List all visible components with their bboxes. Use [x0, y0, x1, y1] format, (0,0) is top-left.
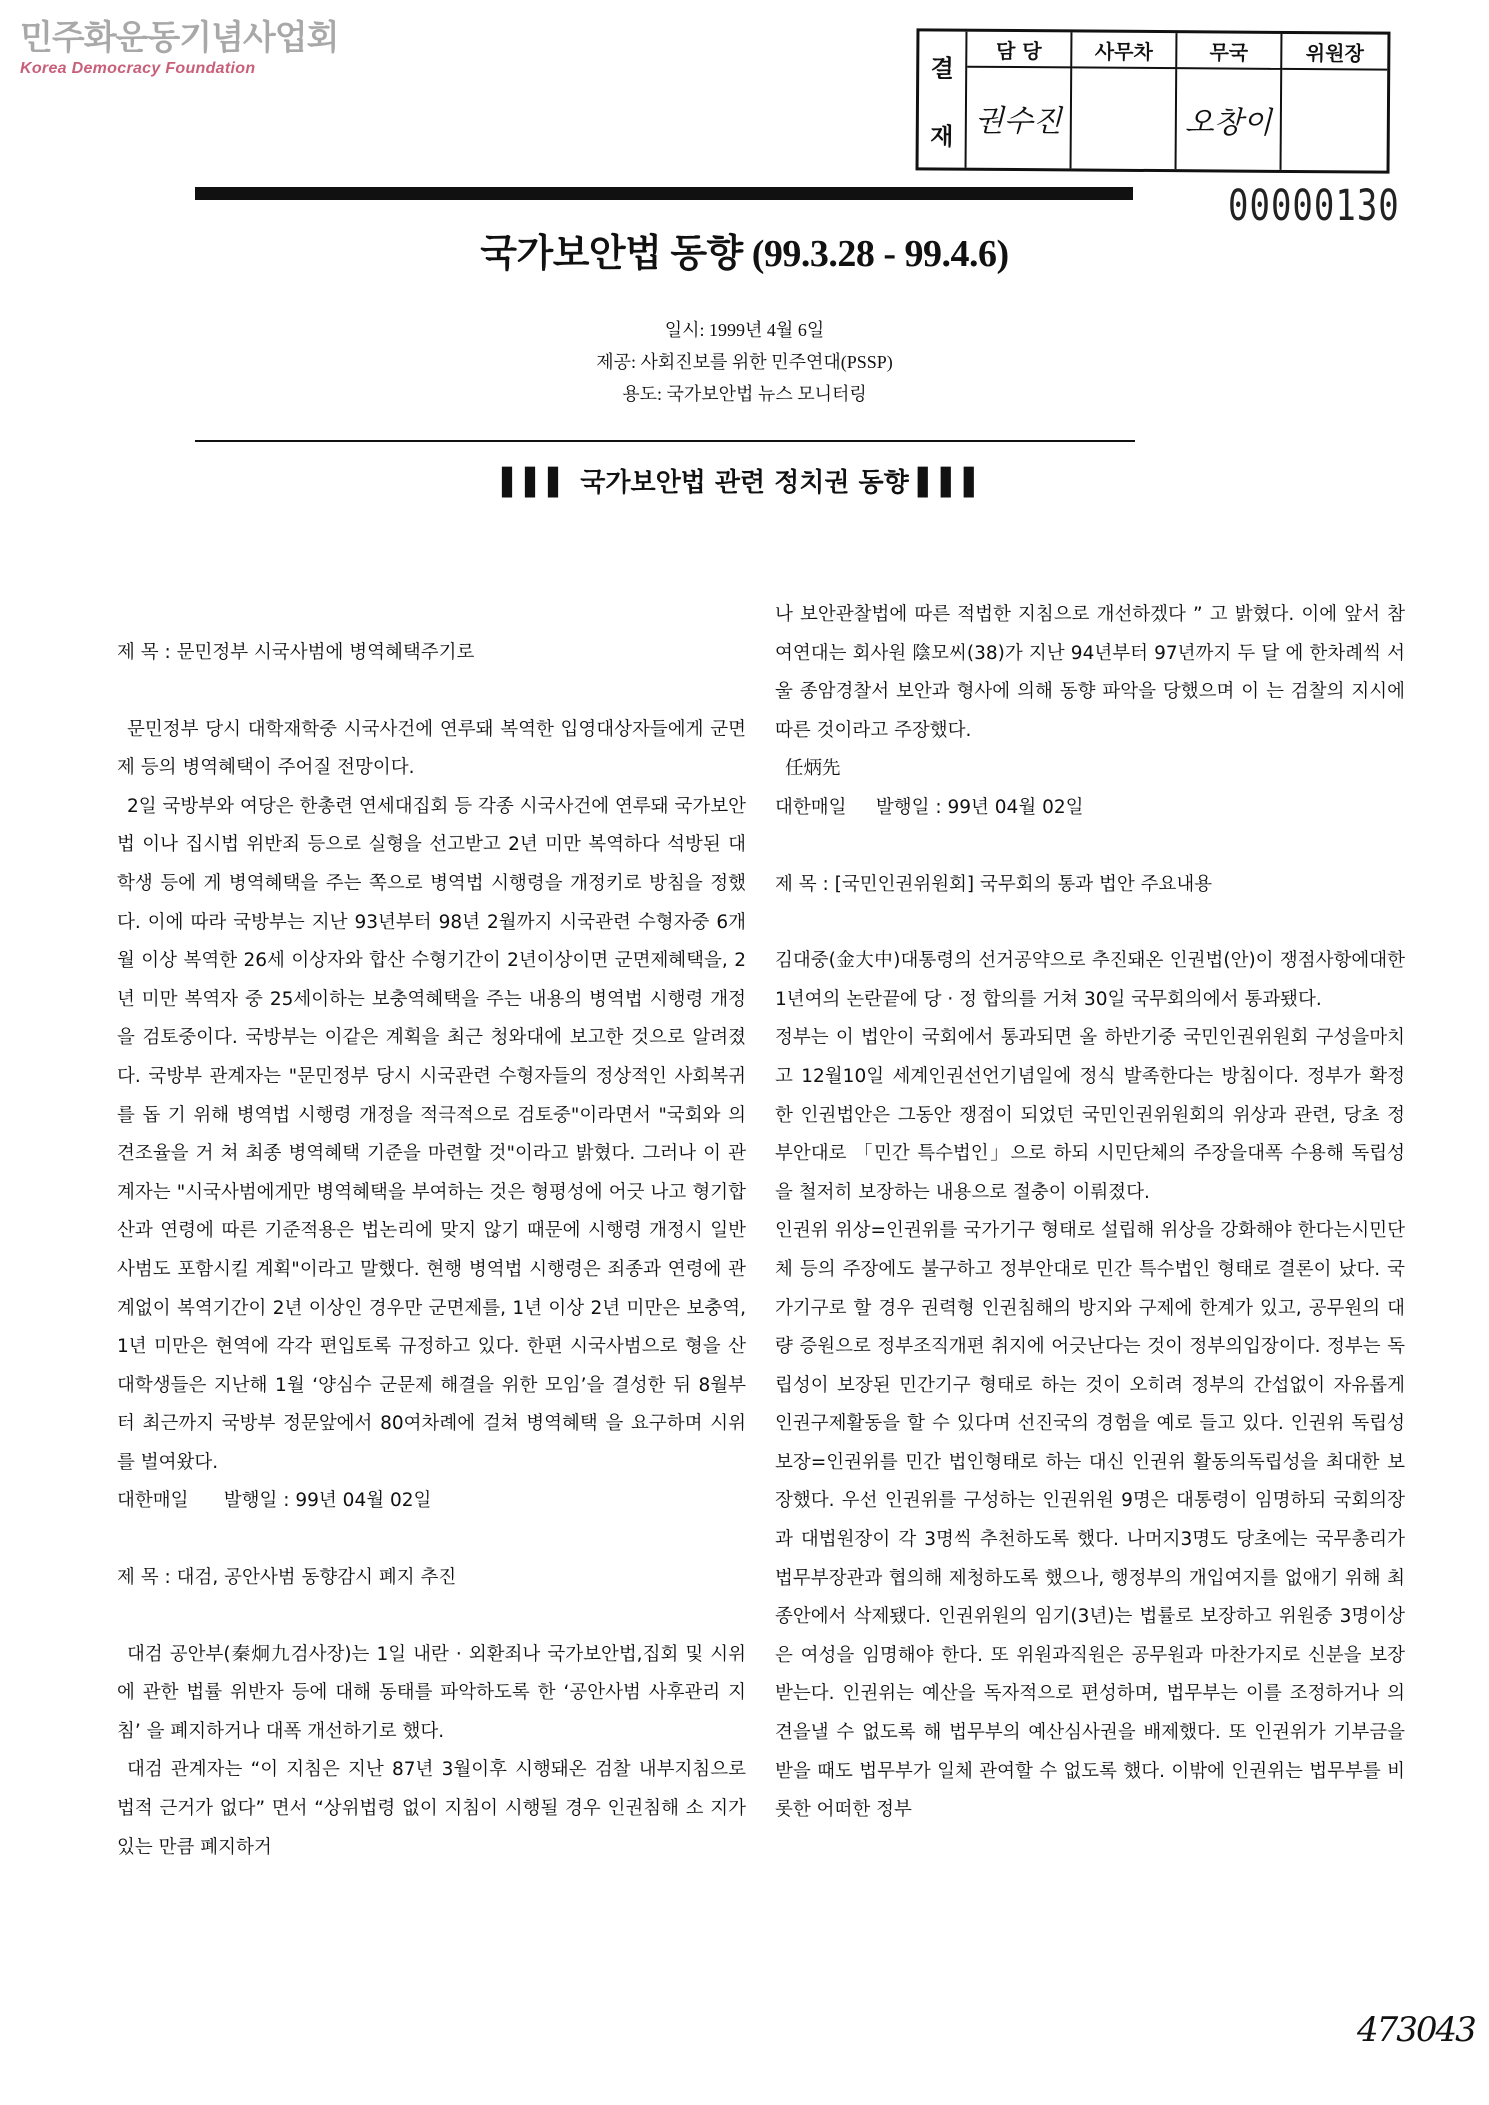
section-heading-text: 국가보안법 관련 정치권 동향	[580, 468, 909, 498]
article-paragraph: 정부는 이 법안이 국회에서 통과되면 올 하반기중 국민인권위원회 구성을마치고 12월10일 세계인권선언기념일에 정식 발족한다는 방침이다. 정부가 확정한 인권법안은 그동안 쟁점이 되었던 국민인권위원회의 위상과 관련, 당초 정부안대로 「민간 특수법인」으로 하되 시민단체의 주장을대폭 수용해 독립성을 철저히 보장하는 내용으로 절충이 이뤄졌다.	[775, 1027, 1405, 1203]
approval-side-label-bottom: 재	[930, 121, 954, 151]
document-number: 00000130	[1228, 181, 1400, 231]
article-subject: 제 목 : 문민정부 시국사범에 병역혜택주기로	[117, 642, 475, 663]
article-subject: 제 목 : 대검, 공안사범 동향감시 폐지 추진	[117, 1567, 457, 1589]
meta-date: 일시: 1999년 4월 6일	[664, 320, 825, 340]
article-paragraph: 인권위 위상=인권위를 국가기구 형태로 설립해 위상을 강화해야 한다는시민단체 등의 주장에도 불구하고 정부안대로 민간 특수법인 형태로 결론이 났다. 국가기구로 할 경우 권력형 인권침해의 방지와 구제에 한계가 있고, 공무원의 대량 증원으로 정부조직개편 취지에 어긋난다는 것이 정부의입장이다. 정부는 독립성이 보장된 민간기구 형태로 하는 것이 오히려 정부의 간섭없이 자유롭게 인권구제활동을 할 수 있다며 선진국의 경험을 예로 들고 있다. 인권위 독립성 보장=인권위를 민간 법인형태로 하는 대신 인권위 활동의독립성을 최대한 보장했다. 우선 인권위를 구성하는 인권위원 9명은 대통령이 임명하되 국회의장과 대법원장이 각 3명씩 추천하도록 했다. 나머지3명도 당초에는 국무총리가 법무부장관과 협의해 제청하도록 했으나, 행정부의 개입여지를 없애기 위해 최종안에서 삭제됐다. 인권위원의 임기(3년)는 법률로 보장하고 위원중 3명이상은 여성을 임명해야 한다. 또 위원과직원은 공무원과 마찬가지로 신분을 보장받는다. 인권위는 예산을 독자적으로 편성하며, 법무부는 이를 조정하거나 의견을낼 수 없도록 해 법무부의 예산심사권을 배제했다. 또 인권위가 기부금을받을 때도 법무부가 일체 관여할 수 없도록 했다. 이밖에 인권위는 법무부를 비롯한 어떠한 정부	[775, 1220, 1405, 1821]
article-source: 대한매일 발행일 : 99년 04월 02일	[775, 796, 1084, 818]
approval-header-staff: 담 당	[967, 32, 1072, 69]
article-paragraph: 2일 국방부와 여당은 한총련 연세대집회 등 각종 시국사건에 연루돼 국가보안법 이나 집시법 위반죄 등으로 실형을 선고받고 2년 미만 복역하다 석방된 대학생 등에 게 병역혜택을 주는 쪽으로 병역법 시행령을 개정키로 방침을 정했다. 이에 따라 국방부는 지난 93년부터 98년 2월까지 시국관련 수형자중 6개월 이상 복역한 26세 이상자와 합산 수형기간이 2년이상이면 군면제혜택을, 2년 미만 복역자 중 25세이하는 보충역혜택을 주는 내용의 병역법 시행령 개정을 검토중이다. 국방부는 이같은 계획을 최근 청와대에 보고한 것으로 알려졌다. 국방부 관계자는 "문민정부 당시 시국관련 수형자들의 정상적인 사회복귀를 돕 기 위해 병역법 시행령 개정을 적극적으로 검토중"이라면서 "국회와 의견조율을 거 쳐 최종 병역혜택 기준을 마련할 것"이라고 밝혔다. 그러나 이 관계자는 "시국사범에게만 병역혜택을 부여하는 것은 형평성에 어긋 나고 형기합산과 연령에 따른 기준적용은 법논리에 맞지 않기 때문에 시행령 개정시 일반 사범도 포함시킬 계획"이라고 말했다. 현행 병역법 시행령은 죄종과 연령에 관계없이 복역기간이 2년 이상인 경우만 군면제를, 1년 이상 2년 미만은 보충역, 1년 미만은 현역에 각각 편입토록 규정하고 있다. 한편 시국사범으로 형을 산 대학생들은 지난해 1월 ‘양심수 군문제 해결을 위한 모임’을 결성한 뒤 8월부터 최근까지 국방부 정문앞에서 80여차례에 걸쳐 병역혜택 을 요구하며 시위를 벌여왔다.	[117, 795, 746, 1473]
logo-korean-text: 민주화운동기념사업회	[20, 18, 339, 58]
article-paragraph: 대검 관계자는 “이 지침은 지난 87년 3월이후 시행돼온 검찰 내부지침으로 법적 근거가 없다” 면서 “상위법령 없이 지침이 시행될 경우 인권침해 소 지가 있는 만큼 폐지하거	[117, 1759, 746, 1858]
article-paragraph-continued: 나 보안관찰법에 따른 적법한 지침으로 개선하겠다 ” 고 밝혔다. 이에 앞서 참여연대는 회사원 陰모씨(38)가 지난 94년부터 97년까지 두 달 에 한차례씩 서울 종암경찰서 보안과 형사에 의해 동향 파악을 당했으며 이 는 검찰의 지시에 따른 것이라고 주장했다.	[775, 604, 1405, 741]
handwritten-page-number: 473043	[1357, 2010, 1475, 2050]
meta-provider: 제공: 사회진보를 위한 민주연대(PSSP)	[596, 352, 893, 372]
right-column	[775, 596, 1405, 1830]
page-title: 국가보안법 동향 (99.3.28 - 99.4.6)	[480, 233, 1009, 275]
approval-header-deputy: 사무차	[1072, 32, 1177, 69]
approval-signature-deputy	[1072, 68, 1178, 169]
foundation-logo	[20, 18, 338, 78]
approval-signature-staff: 권수진	[967, 68, 1073, 169]
article-source: 대한매일 발행일 : 99년 04월 02일	[117, 1490, 432, 1512]
heading-bars-right: ▌▌▌	[917, 468, 987, 498]
section-divider	[195, 440, 1135, 442]
article-paragraph: 대검 공안부(秦炯九검사장)는 1일 내란 · 외환죄나 국가보안법,집회 및 시위 에 관한 법률 위반자 등에 대해 동태를 파악하도록 한 ‘공안사범 사후관리 지침’ 을 폐지하거나 대폭 개선하기로 했다.	[117, 1643, 746, 1742]
document-meta	[0, 314, 1489, 410]
approval-signature-office: 오창이	[1177, 69, 1283, 170]
article-paragraph: 문민정부 당시 대학재학중 시국사건에 연루돼 복역한 입영대상자들에게 군면제 등의 병역혜택이 주어질 전망이다.	[117, 718, 746, 779]
approval-stamp-box	[916, 28, 1391, 173]
approval-header-office: 무국	[1177, 33, 1282, 70]
approval-signature-chair	[1282, 70, 1388, 171]
left-column	[117, 634, 746, 1867]
section-heading	[0, 462, 1489, 499]
logo-english-text: Korea Democracy Foundation	[20, 60, 256, 77]
approval-side-label-top: 결	[930, 53, 954, 83]
approval-side-label	[919, 31, 968, 167]
meta-purpose: 용도: 국가보안법 뉴스 모니터링	[622, 384, 867, 404]
article-paragraph: 김대중(金大中)대통령의 선거공약으로 추진돼온 인권법(안)이 쟁점사항에대한 1년여의 논란끝에 당 · 정 합의를 거쳐 30일 국무회의에서 통과됐다.	[775, 950, 1405, 1010]
approval-header-chair: 위원장	[1282, 34, 1387, 71]
heading-bars-left: ▌▌▌	[502, 468, 572, 498]
article-author: 任炳先	[785, 758, 841, 780]
header-black-bar	[195, 187, 1133, 200]
article-subject: 제 목 : [국민인권위원회] 국무회의 통과 법안 주요내용	[775, 873, 1213, 895]
